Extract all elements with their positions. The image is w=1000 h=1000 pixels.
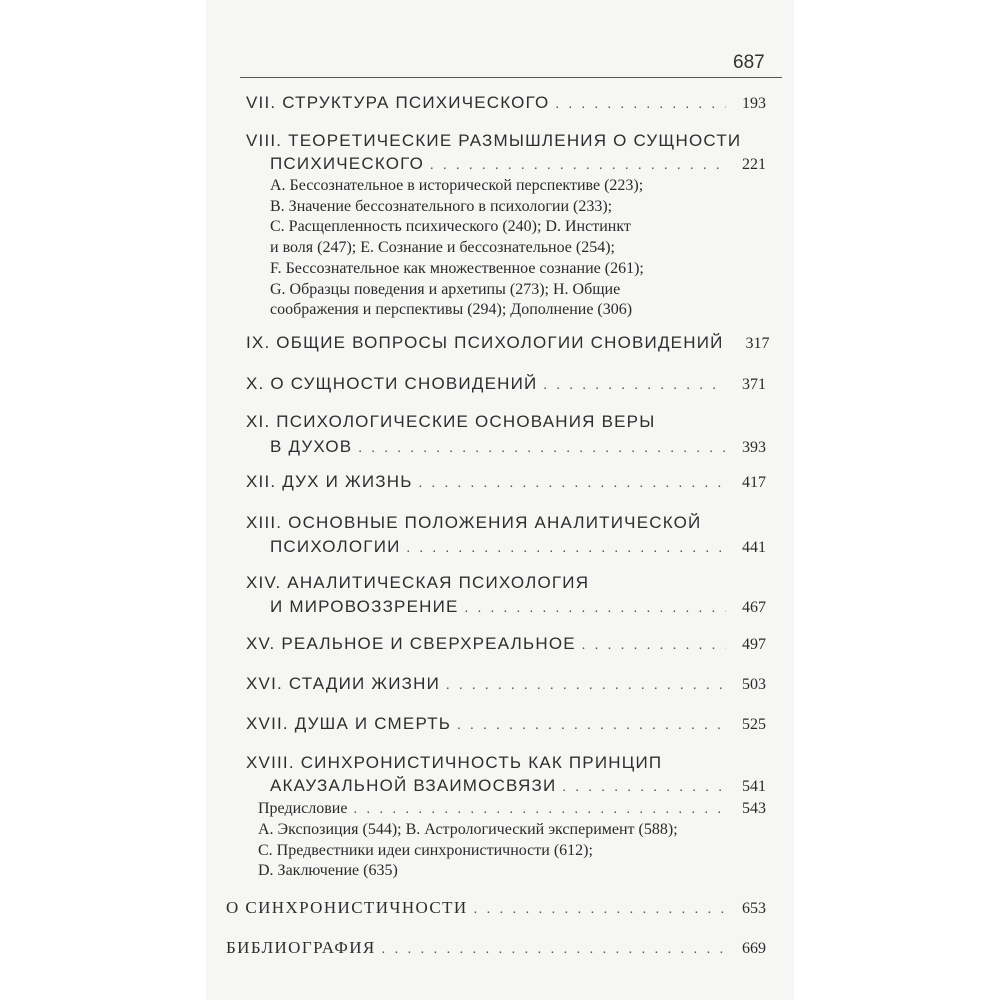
preface-title: Предисловие bbox=[258, 800, 348, 817]
subsection-line: и воля (247); E. Сознание и бессознательное (254); bbox=[270, 239, 615, 257]
toc-entry-page: 669 bbox=[742, 940, 766, 957]
leader-dots bbox=[474, 899, 726, 920]
leader-dots bbox=[430, 155, 726, 176]
toc-entry-page: 497 bbox=[742, 636, 766, 653]
toc-entry-title-line-2: ПСИХИЧЕСКОГО bbox=[270, 154, 425, 173]
toc-entry-title: БИБЛИОГРАФИЯ bbox=[226, 938, 376, 957]
toc-entry-xi[interactable] bbox=[246, 411, 766, 459]
toc-entry-page: 317 bbox=[745, 335, 770, 352]
subsection-line: соображения и перспективы (294); Дополнение (306) bbox=[270, 301, 633, 319]
toc-entry-title: IX. ОБЩИЕ ВОПРОСЫ ПСИХОЛОГИИ СНОВИДЕНИЙ bbox=[246, 333, 724, 352]
toc-entry-page: 221 bbox=[742, 156, 766, 173]
leader-dots bbox=[353, 799, 726, 820]
toc-entry-bibliography[interactable] bbox=[226, 937, 766, 960]
leader-dots bbox=[543, 375, 726, 396]
toc-entry-page: 371 bbox=[742, 376, 766, 393]
toc-entry-title-line-1: XVIII. СИНХРОНИСТИЧНОСТЬ КАК ПРИНЦИП bbox=[246, 753, 663, 772]
toc-entry-x[interactable] bbox=[246, 373, 766, 396]
toc-entry-title-line-2: В ДУХОВ bbox=[270, 437, 353, 456]
toc-entry-page: 417 bbox=[742, 474, 766, 491]
subsection-line: A. Бессознательное в исторической перспективе (223); bbox=[270, 177, 644, 194]
toc-entry-xii[interactable] bbox=[246, 471, 766, 494]
toc-entry-title-line-1: VIII. ТЕОРЕТИЧЕСКИЕ РАЗМЫШЛЕНИЯ О СУЩНОСТИ bbox=[246, 131, 742, 150]
leader-dots bbox=[446, 675, 726, 696]
toc-entry-page: 393 bbox=[742, 439, 766, 456]
toc-entry-title: VII. СТРУКТУРА ПСИХИЧЕСКОГО bbox=[246, 93, 550, 112]
toc-entry-xvi[interactable] bbox=[246, 673, 766, 696]
toc-entry-page: 441 bbox=[742, 539, 766, 556]
leader-dots bbox=[582, 635, 726, 656]
toc-entry-page: 193 bbox=[742, 95, 766, 112]
leader-dots bbox=[419, 473, 726, 494]
leader-dots bbox=[555, 94, 726, 115]
toc-entry-xv[interactable] bbox=[246, 633, 766, 656]
toc-entry-xviii[interactable] bbox=[246, 752, 766, 882]
toc-entry-xiii[interactable] bbox=[246, 512, 766, 559]
leader-dots bbox=[562, 777, 726, 798]
toc-entry-title-line-1: XIV. АНАЛИТИЧЕСКАЯ ПСИХОЛОГИЯ bbox=[246, 573, 590, 592]
toc-entry-viii[interactable] bbox=[246, 130, 766, 321]
toc-entry-xvii[interactable] bbox=[246, 713, 766, 736]
toc-entry-page: 503 bbox=[742, 676, 766, 693]
toc-entry-title: XII. ДУХ И ЖИЗНЬ bbox=[246, 472, 413, 491]
toc-entry-title-line-2: ПСИХОЛОГИИ bbox=[270, 537, 401, 556]
toc-entry-title: О СИНХРОНИСТИЧНОСТИ bbox=[226, 898, 468, 917]
toc-entry-title-line-1: XIII. ОСНОВНЫЕ ПОЛОЖЕНИЯ АНАЛИТИЧЕСКОЙ bbox=[246, 513, 702, 532]
toc-entry-title: XVII. ДУША И СМЕРТЬ bbox=[246, 714, 452, 733]
subsection-line: A. Экспозиция (544); B. Астрологический эксперимент (588); bbox=[258, 821, 678, 838]
subsection-line: C. Расщепленность психического (240); D. Инстинкт bbox=[270, 218, 631, 236]
toc-entry-title-line-2: И МИРОВОЗЗРЕНИЕ bbox=[270, 597, 459, 616]
subsection-line: D. Заключение (635) bbox=[258, 862, 398, 880]
toc-entry-page: 525 bbox=[742, 716, 766, 733]
toc-entry-title: XVI. СТАДИИ ЖИЗНИ bbox=[246, 674, 441, 693]
subsection-line: B. Значение бессознательного в психологии (233); bbox=[270, 197, 613, 215]
toc-entry-xiv[interactable] bbox=[246, 572, 766, 619]
header-rule bbox=[240, 77, 782, 78]
toc-entry-title: XV. РЕАЛЬНОЕ И СВЕРХРЕАЛЬНОЕ bbox=[246, 634, 576, 653]
subsection-line: F. Бессознательное как множественное сознание (261); bbox=[270, 259, 644, 277]
leader-dots bbox=[457, 715, 726, 736]
preface-line[interactable] bbox=[246, 798, 766, 820]
toc-entry-ix[interactable] bbox=[246, 332, 770, 355]
leader-dots bbox=[407, 538, 726, 559]
toc-entry-page: 467 bbox=[742, 599, 766, 616]
toc-entry-page: 653 bbox=[742, 900, 766, 917]
page-number: 687 bbox=[733, 52, 765, 73]
toc-entry-on-synchronicity[interactable] bbox=[226, 897, 766, 920]
toc-entry-vii[interactable] bbox=[246, 92, 766, 115]
toc-entry-title-line-1: XI. ПСИХОЛОГИЧЕСКИЕ ОСНОВАНИЯ ВЕРЫ bbox=[246, 412, 656, 431]
subsection-line: C. Предвестники идеи синхронистичности (612); bbox=[258, 841, 593, 859]
preface-page: 543 bbox=[742, 800, 766, 817]
subsection-line: G. Образцы поведения и архетипы (273); H. Общие bbox=[270, 280, 621, 298]
toc-entry-page: 541 bbox=[742, 778, 766, 795]
toc-entry-title-line-2: АКАУЗАЛЬНОЙ ВЗАИМОСВЯЗИ bbox=[270, 776, 557, 795]
leader-dots bbox=[382, 939, 726, 960]
leader-dots bbox=[358, 438, 726, 459]
leader-dots bbox=[465, 598, 726, 619]
toc-entry-title: X. О СУЩНОСТИ СНОВИДЕНИЙ bbox=[246, 374, 538, 393]
